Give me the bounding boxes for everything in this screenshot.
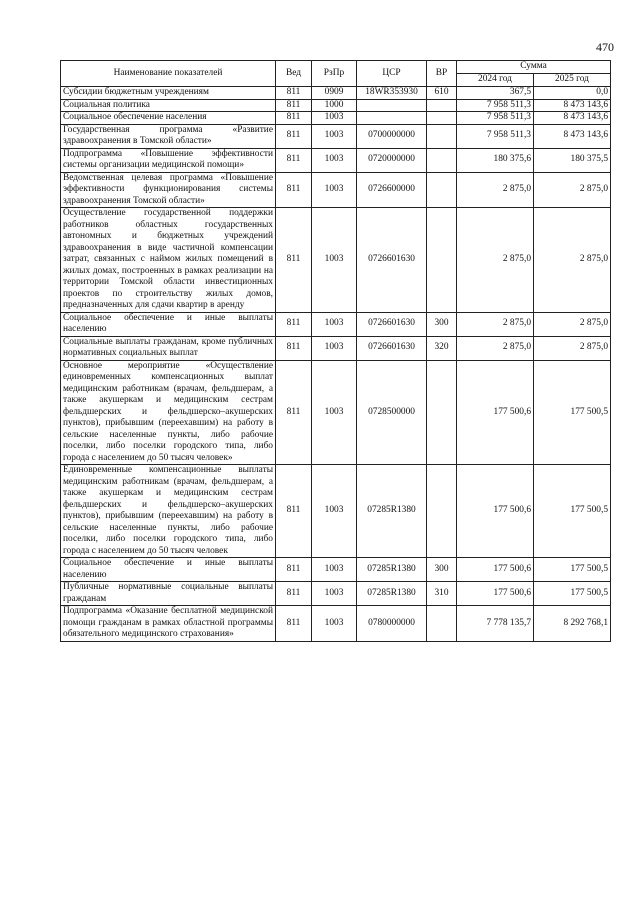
row-name: Подпрограмма «Повышение эффективности системы организации медицинской помощи» [61, 148, 276, 172]
row-rzpr: 1003 [312, 606, 357, 642]
row-sum-2024: 177 500,6 [457, 558, 534, 582]
header-sum: Сумма [457, 61, 611, 74]
row-vr: 320 [427, 336, 457, 360]
row-rzpr: 1003 [312, 465, 357, 558]
row-vr [427, 172, 457, 208]
row-rzpr: 1003 [312, 336, 357, 360]
row-ved: 811 [276, 172, 312, 208]
header-name: Наименование показателей [61, 61, 276, 87]
row-csr: 0726600000 [357, 172, 427, 208]
row-vr: 310 [427, 582, 457, 606]
row-ved: 811 [276, 582, 312, 606]
row-ved: 811 [276, 124, 312, 148]
table-row [61, 312, 611, 336]
row-rzpr: 1003 [312, 148, 357, 172]
row-ved: 811 [276, 312, 312, 336]
row-ved: 811 [276, 558, 312, 582]
row-rzpr: 1003 [312, 312, 357, 336]
row-vr [427, 465, 457, 558]
row-ved: 811 [276, 99, 312, 112]
row-csr: 0726601630 [357, 336, 427, 360]
header-csr: ЦСР [357, 61, 427, 87]
row-csr [357, 112, 427, 125]
row-name: Социальное обеспечение и иные выплаты населению [61, 312, 276, 336]
row-csr [357, 99, 427, 112]
row-csr: 18WR353930 [357, 87, 427, 100]
row-sum-2024: 7 958 511,3 [457, 99, 534, 112]
row-ved: 811 [276, 112, 312, 125]
header-year-2024: 2024 год [457, 74, 534, 87]
header-ved: Вед [276, 61, 312, 87]
row-csr: 0726601630 [357, 312, 427, 336]
page-number: 470 [596, 40, 614, 54]
row-sum-2025: 0,0 [534, 87, 611, 100]
row-csr: 0720000000 [357, 148, 427, 172]
row-vr [427, 360, 457, 465]
row-sum-2025: 177 500,5 [534, 360, 611, 465]
row-ved: 811 [276, 208, 312, 313]
row-csr: 0700000000 [357, 124, 427, 148]
row-vr: 300 [427, 312, 457, 336]
row-sum-2025: 2 875,0 [534, 172, 611, 208]
row-sum-2024: 367,5 [457, 87, 534, 100]
table-row [61, 606, 611, 642]
row-csr: 0780000000 [357, 606, 427, 642]
row-ved: 811 [276, 606, 312, 642]
row-rzpr: 1003 [312, 558, 357, 582]
row-vr: 300 [427, 558, 457, 582]
row-sum-2024: 2 875,0 [457, 336, 534, 360]
row-sum-2025: 8 473 143,6 [534, 112, 611, 125]
table-row [61, 336, 611, 360]
row-sum-2025: 2 875,0 [534, 336, 611, 360]
row-vr [427, 124, 457, 148]
row-vr [427, 99, 457, 112]
row-csr: 07285R1380 [357, 465, 427, 558]
row-csr: 0726601630 [357, 208, 427, 313]
row-sum-2025: 177 500,5 [534, 465, 611, 558]
row-name: Подпрограмма «Оказание бесплатной медицинской помощи гражданам в рамках областной программы обязательного медицинского страхования» [61, 606, 276, 642]
table-row [61, 208, 611, 313]
row-rzpr: 1003 [312, 172, 357, 208]
row-sum-2024: 180 375,6 [457, 148, 534, 172]
table-row [61, 99, 611, 112]
header-year-2025: 2025 год [534, 74, 611, 87]
row-ved: 811 [276, 465, 312, 558]
row-ved: 811 [276, 336, 312, 360]
row-name: Социальная политика [61, 99, 276, 112]
row-sum-2025: 8 473 143,6 [534, 124, 611, 148]
row-sum-2024: 177 500,6 [457, 360, 534, 465]
row-sum-2025: 180 375,5 [534, 148, 611, 172]
row-sum-2025: 177 500,5 [534, 582, 611, 606]
row-csr: 07285R1380 [357, 582, 427, 606]
row-name: Осуществление государственной поддержки работников областных государственных автономных и бюджетных учреждений здравоохранения в виде частичной компенсации затрат, связанных с наймом жилых помещений в жилых домах, построенных в рамках реализации на территории Томской области инвестиционных проектов по строительству жилых домов, предназначенных для сдачи квартир в аренду [61, 208, 276, 313]
table-row [61, 87, 611, 100]
row-sum-2025: 2 875,0 [534, 208, 611, 313]
row-sum-2024: 177 500,6 [457, 465, 534, 558]
table-row [61, 558, 611, 582]
row-name: Социальное обеспечение населения [61, 112, 276, 125]
row-ved: 811 [276, 148, 312, 172]
row-rzpr: 1000 [312, 99, 357, 112]
table-row [61, 112, 611, 125]
header-rzpr: РзПр [312, 61, 357, 87]
row-name: Государственная программа «Развитие здравоохранения в Томской области» [61, 124, 276, 148]
table-row [61, 172, 611, 208]
row-sum-2025: 8 473 143,6 [534, 99, 611, 112]
row-vr [427, 148, 457, 172]
row-sum-2024: 2 875,0 [457, 208, 534, 313]
table-row [61, 582, 611, 606]
row-sum-2025: 2 875,0 [534, 312, 611, 336]
row-vr [427, 112, 457, 125]
row-name: Социальное обеспечение и иные выплаты населению [61, 558, 276, 582]
row-name: Субсидии бюджетным учреждениям [61, 87, 276, 100]
row-name: Социальные выплаты гражданам, кроме публичных нормативных социальных выплат [61, 336, 276, 360]
row-vr: 610 [427, 87, 457, 100]
table-row [61, 360, 611, 465]
row-csr: 07285R1380 [357, 558, 427, 582]
row-sum-2024: 177 500,6 [457, 582, 534, 606]
row-rzpr: 1003 [312, 360, 357, 465]
row-rzpr: 0909 [312, 87, 357, 100]
row-name: Основное мероприятие «Осуществление единовременных компенсационных выплат медицинским работникам (врачам, фельдшерам, а также акушеркам и медицинским сестрам фельдшерских и фельдшерско–акушерских пунктов), прибывшим (переехавшим) на работу в сельские населенные пункты, либо рабочие поселки, либо поселки городского типа, либо города с населением до 50 тысяч человек» [61, 360, 276, 465]
row-vr [427, 208, 457, 313]
row-ved: 811 [276, 87, 312, 100]
row-ved: 811 [276, 360, 312, 465]
row-rzpr: 1003 [312, 208, 357, 313]
row-name: Ведомственная целевая программа «Повышение эффективности функционирования системы здравоохранения Томской области» [61, 172, 276, 208]
row-rzpr: 1003 [312, 112, 357, 125]
row-sum-2024: 7 778 135,7 [457, 606, 534, 642]
row-csr: 0728500000 [357, 360, 427, 465]
row-sum-2025: 177 500,5 [534, 558, 611, 582]
row-sum-2024: 7 958 511,3 [457, 124, 534, 148]
table-row [61, 124, 611, 148]
row-name: Единовременные компенсационные выплаты медицинским работникам (врачам, фельдшерам, а также акушеркам и медицинским сестрам фельдшерских и фельдшерско–акушерских пунктов), прибывшим (переехавшим) на работу в сельские населенные пункты, либо рабочие поселки, либо поселки городского типа, либо города с населением до 50 тысяч человек [61, 465, 276, 558]
row-sum-2024: 7 958 511,3 [457, 112, 534, 125]
row-sum-2024: 2 875,0 [457, 172, 534, 208]
row-vr [427, 606, 457, 642]
row-name: Публичные нормативные социальные выплаты гражданам [61, 582, 276, 606]
budget-table [60, 60, 611, 642]
header-vr: ВР [427, 61, 457, 87]
row-sum-2025: 8 292 768,1 [534, 606, 611, 642]
table-row [61, 465, 611, 558]
table-row [61, 148, 611, 172]
row-rzpr: 1003 [312, 582, 357, 606]
row-rzpr: 1003 [312, 124, 357, 148]
row-sum-2024: 2 875,0 [457, 312, 534, 336]
